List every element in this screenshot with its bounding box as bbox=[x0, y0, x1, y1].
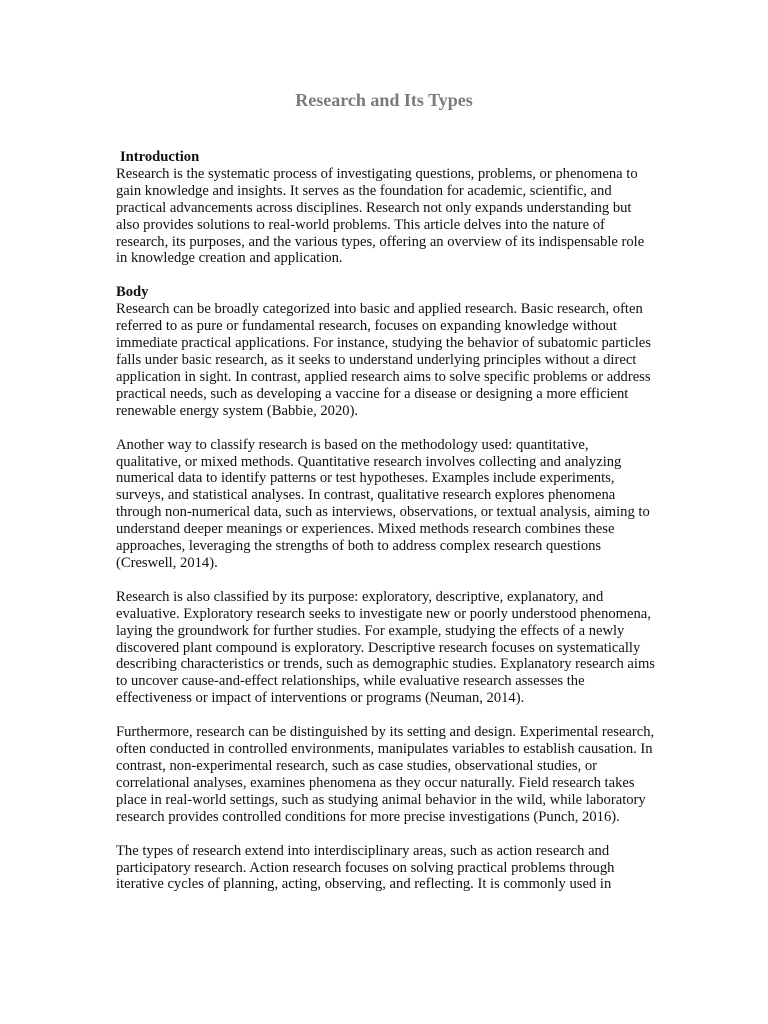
section-heading-body: Body bbox=[116, 284, 149, 301]
paragraph-body-1: Research can be broadly categorized into basic and applied research. Basic research, often referred to as pure or fundamental research, focuses on expanding knowledge without immediate practical applications. For instance, studying the behavior of subatomic particles falls under basic research, as it seeks to understand underlying principles without a direct application in sight. In contrast, applied research aims to solve specific problems or address practical needs, such as developing a vaccine for a disease or designing a more efficient renewable energy system (Babbie, 2020). bbox=[116, 301, 651, 419]
paragraph-body-3: Research is also classified by its purpose: exploratory, descriptive, explanatory, and evaluative. Exploratory research seeks to investigate new or poorly understood phenomena, laying the groundwork for further studies. For example, studying the effects of a newly discovered plant compound is exploratory. Descriptive research focuses on systematically describing characteristics or trends, such as demographic studies. Explanatory research aims to uncover cause-and-effect relationships, while evaluative research assesses the effectiveness or impact of interventions or programs (Neuman, 2014). bbox=[116, 588, 655, 707]
paragraph-body-2: Another way to classify research is based on the methodology used: quantitative, qualitative, or mixed methods. Quantitative research involves collecting and analyzing numerical data to identify patterns or test hypotheses. Examples include experiments, surveys, and statistical analyses. In contrast, qualitative research explores phenomena through non-numerical data, such as interviews, observations, or textual analysis, aiming to understand deeper meanings or experiences. Mixed methods research combines these approaches, leveraging the strengths of both to address complex research questions (Creswell, 2014). bbox=[116, 436, 650, 571]
section-heading-introduction: Introduction bbox=[120, 149, 200, 165]
paragraph-body-4: Furthermore, research can be distinguished by its setting and design. Experimental research, often conducted in controlled environments, manipulates variables to establish causation. In contrast, non-experimental research, such as case studies, observational studies, or correlational analyses, examines phenomena as they occur naturally. Field research takes place in real-world settings, such as studying animal behavior in the wild, while laboratory research provides controlled conditions for more precise investigations (Punch, 2016). bbox=[116, 724, 655, 825]
document-title: Research and Its Types bbox=[295, 90, 473, 110]
document-body bbox=[116, 149, 656, 893]
section-introduction bbox=[116, 149, 656, 267]
paragraph-introduction: Research is the systematic process of investigating questions, problems, or phenomena to gain knowledge and insights. It serves as the foundation for academic, scientific, and practical advancements across disciplines. Research not only expands understanding but also provides solutions to real-world problems. This article delves into the nature of research, its purposes, and the various types, offering an overview of its indispensable role in knowledge creation and application. bbox=[116, 165, 645, 267]
section-body bbox=[116, 284, 656, 893]
paragraph-body-5: The types of research extend into interdisciplinary areas, such as action research and participatory research. Action research focuses on solving practical problems through iterative cycles of planning, acting, observing, and reflecting. It is commonly used in bbox=[116, 842, 615, 893]
